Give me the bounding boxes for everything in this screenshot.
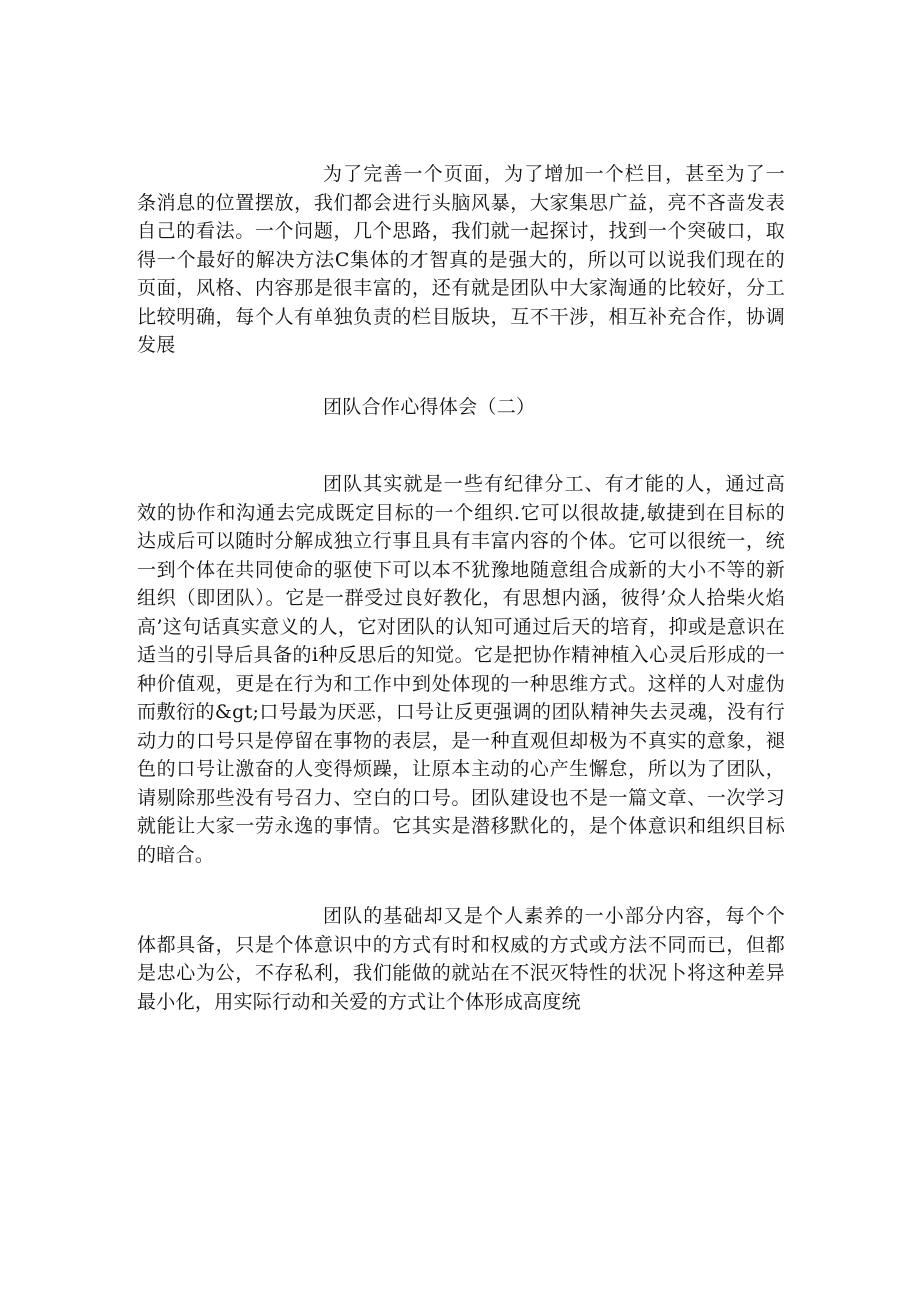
- section-heading: 团队合作心得体会（二）: [323, 396, 536, 418]
- paragraph-team-collaboration: 为了完善一个页面，为了增加一个栏目，甚至为了一条消息的位置摆放，我们都会进行头脑风暴，大家集思广益，亮不吝啬发表自己的看法。一个问题，几个思路，我们就一起探讨，找到一个突破口，取得一个最好的解决方法C集体的才智真的是强大的，所以可以说我们现在的页面，风格、内容那是很丰富的，还有就是团队中大家淘通的比较好，分工比较明确，每个人有单独负责的栏目版块，互不干涉，相互补充合作，协调发展: [137, 163, 785, 356]
- paragraph-team-foundation: 团队的基础却又是个人素养的一小部分内容，每个个体都具备，只是个体意识中的方式有时和权威的方式或方法不同而已，但都是忠心为公，不存私利，我们能做的就站在不泯灭特性的状况卜将这种差异最小化，用实际行动和关爱的方式让个体形成高度统: [137, 905, 785, 1013]
- paragraph-team-definition: 团队其实就是一些有纪律分工、有才能的人，通过高效的协作和沟通去完成既定目标的一个组织.它可以很故捷,敏捷到在目标的达成后可以随时分解成独立行事且具有丰富内容的个体。它可以很统一，统一到个体在共同使命的驱使下可以本不犹豫地随意组合成新的大小不等的新组织（即团队）。它是一群受过良好教化，有思想内涵，彼得’众人拾柴火焰高’这句话真实意义的人，它对团队的认知可通过后天的培育，抑或是意识在适当的引导后具备的i种反思后的知觉。它是把协作精神植入心灵后形成的一种价值观，更是在行为和工作中到处体现的一种思维方式。这样的人对虚伪而敷衍的&gt;口号最为厌恶，口号让反更强调的团队精神失去灵魂，没有行动力的口号只是停留在事物的表层，是一种直观但却极为不真实的意象，褪色的口号让激奋的人变得烦躁，让原本主动的心产生懈怠，所以为了团队，请剔除那些没有号召力、空白的口号。团队建设也不是一篇文章、一次学习就能让大家一劳永逸的事情。它其实是潜移默化的，是个体意识和组织目标的暗合。: [137, 473, 785, 866]
